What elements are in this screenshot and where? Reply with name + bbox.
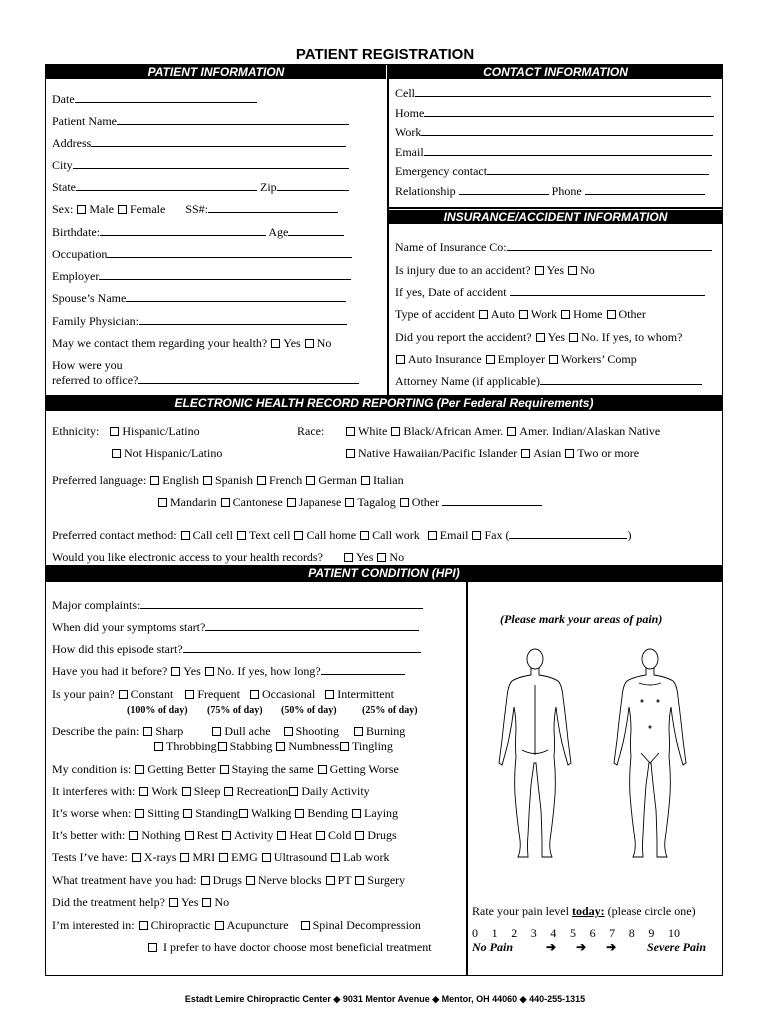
spouse-name-field[interactable]: Spouse’s Name [52, 291, 346, 305]
heat-checkbox[interactable] [277, 831, 286, 840]
pain-scale-option[interactable]: 2 [511, 926, 518, 940]
white-checkbox[interactable] [346, 427, 355, 436]
home-phone-field[interactable]: Home [395, 106, 714, 120]
nerve-blocks-checkbox[interactable] [246, 876, 255, 885]
before-yes-checkbox[interactable] [171, 667, 180, 676]
patient-name-field[interactable]: Patient Name [52, 114, 349, 128]
contact-info-header: CONTACT INFORMATION [389, 65, 722, 79]
shooting-checkbox[interactable] [284, 727, 293, 736]
interferes-recreation-checkbox[interactable] [224, 787, 233, 796]
activity-checkbox[interactable] [222, 831, 231, 840]
pain-scale-option[interactable]: 5 [569, 926, 576, 940]
email-contact-checkbox[interactable] [428, 531, 437, 540]
birthdate-age-field[interactable]: Birthdate: Age [52, 225, 344, 239]
body-back-diagram[interactable] [498, 645, 572, 863]
pain-scale-option[interactable]: 0 [472, 926, 478, 940]
interferes-work-checkbox[interactable] [139, 787, 148, 796]
ss-input[interactable] [208, 202, 338, 213]
workers-comp-checkbox[interactable] [549, 355, 558, 364]
state-zip-field[interactable]: State Zip [52, 180, 349, 194]
tingling-checkbox[interactable] [340, 742, 349, 751]
emergency-contact-field[interactable]: Emergency contact [395, 164, 709, 178]
other-language-checkbox[interactable] [400, 498, 409, 507]
how-long-input[interactable] [321, 664, 405, 675]
drugs-relief-checkbox[interactable] [355, 831, 364, 840]
interested-row: I’m interested in: Chiropractic Acupuncture Spinal Decompression [52, 918, 421, 932]
surgery-checkbox[interactable] [355, 876, 364, 885]
dull-checkbox[interactable] [212, 727, 221, 736]
describe-pain-row-2: Throbbing Stabbing Numbness Tingling [153, 739, 393, 753]
footer-address: Estadt Lemire Chiropractic Center ◆ 9031 Mentor Avenue ◆ Mentor, OH 44060 ◆ 440-255-1315 [184, 994, 586, 1004]
interferes-daily-checkbox[interactable] [289, 787, 298, 796]
mandarin-checkbox[interactable] [158, 498, 167, 507]
contact-no-checkbox[interactable] [305, 339, 314, 348]
bending-checkbox[interactable] [295, 809, 304, 818]
pain-frequency-row: Is your pain? Constant Frequent Occasional Intermittent [52, 687, 394, 701]
cantonese-checkbox[interactable] [221, 498, 230, 507]
access-no-checkbox[interactable] [377, 553, 386, 562]
spanish-checkbox[interactable] [203, 476, 212, 485]
doctor-choose-row: I prefer to have doctor choose most beneficial treatment [147, 940, 432, 954]
ethnicity-row: Ethnicity: Hispanic/Latino [52, 424, 200, 438]
german-checkbox[interactable] [306, 476, 315, 485]
employer-checkbox[interactable] [486, 355, 495, 364]
pain-scale-option[interactable]: 8 [628, 926, 635, 940]
black-checkbox[interactable] [391, 427, 400, 436]
reported-no-checkbox[interactable] [569, 333, 578, 342]
condition-divider [466, 582, 468, 976]
attorney-field[interactable]: Attorney Name (if applicable) [395, 374, 702, 388]
standing-checkbox[interactable] [183, 809, 192, 818]
worse-when-row: It’s worse when: Sitting Standing Walking Bending Laying [52, 806, 399, 820]
pt-checkbox[interactable] [326, 876, 335, 885]
contact-method-row: Preferred contact method: Call cell Text cell Call home Call work Email Fax ( ) [52, 528, 632, 542]
chiropractic-checkbox[interactable] [139, 921, 148, 930]
emg-checkbox[interactable] [219, 853, 228, 862]
lab-work-checkbox[interactable] [331, 853, 340, 862]
tagalog-checkbox[interactable] [345, 498, 354, 507]
condition-status-row: My condition is: Getting Better Staying the same Getting Worse [52, 762, 399, 776]
treatment-row: What treatment have you had: Drugs Nerve blocks PT Surgery [52, 873, 406, 887]
ehr-header: ELECTRONIC HEALTH RECORD REPORTING (Per Federal Requirements) [46, 395, 722, 411]
accident-type-row: Type of accident Auto Work Home Other [395, 307, 646, 321]
column-divider [387, 65, 389, 395]
sex-ss-field: Sex: Male Female SS#: [52, 202, 338, 216]
staying-same-checkbox[interactable] [220, 765, 229, 774]
rest-checkbox[interactable] [185, 831, 194, 840]
acupuncture-checkbox[interactable] [215, 921, 224, 930]
interferes-row: It interferes with: Work Sleep Recreation Daily Activity [52, 784, 370, 798]
insurance-company-field[interactable]: Name of Insurance Co: [395, 240, 712, 254]
accident-work-checkbox[interactable] [519, 310, 528, 319]
stabbing-checkbox[interactable] [218, 742, 227, 751]
had-before-row: Have you had it before? Yes No. If yes, how long? [52, 664, 405, 678]
accident-auto-checkbox[interactable] [479, 310, 488, 319]
electronic-access-row: Would you like electronic access to your health records? Yes No [52, 550, 405, 564]
english-checkbox[interactable] [150, 476, 159, 485]
call-home-checkbox[interactable] [294, 531, 303, 540]
severe-pain-label: Severe Pain [647, 940, 706, 954]
pain-scale-option[interactable]: 1 [491, 926, 498, 940]
contact-yes-checkbox[interactable] [271, 339, 280, 348]
contact-permission-row: May we contact them regarding your health? Yes No [52, 336, 332, 350]
access-yes-checkbox[interactable] [344, 553, 353, 562]
auto-insurance-checkbox[interactable] [396, 355, 405, 364]
page-title: PATIENT REGISTRATION [295, 46, 475, 63]
major-complaints-field[interactable]: Major complaints: [52, 598, 423, 612]
body-front-diagram[interactable] [613, 645, 687, 863]
contact-divider [388, 207, 722, 209]
pain-scale-option[interactable]: 4 [550, 926, 557, 940]
numbness-checkbox[interactable] [276, 742, 285, 751]
walking-checkbox[interactable] [239, 809, 248, 818]
french-checkbox[interactable] [257, 476, 266, 485]
injury-accident-row: Is injury due to an accident? Yes No [395, 263, 595, 277]
not-hispanic-checkbox[interactable] [112, 449, 121, 458]
injury-yes-checkbox[interactable] [535, 266, 544, 275]
ultrasound-checkbox[interactable] [262, 853, 271, 862]
hispanic-checkbox[interactable] [110, 427, 119, 436]
help-no-checkbox[interactable] [202, 898, 211, 907]
pain-rate-instruction: Rate your pain level today: (please circle one) [472, 904, 696, 918]
race-row-1: White Black/African Amer. Amer. Indian/Alaskan Native [345, 424, 660, 438]
pain-scale [472, 926, 684, 940]
occupation-field[interactable]: Occupation [52, 247, 352, 261]
cold-checkbox[interactable] [316, 831, 325, 840]
call-work-checkbox[interactable] [360, 531, 369, 540]
pct-50: (50% of day) [281, 705, 337, 716]
interferes-sleep-checkbox[interactable] [182, 787, 191, 796]
male-checkbox[interactable] [77, 205, 86, 214]
date-field[interactable]: Date [52, 92, 257, 106]
accident-home-checkbox[interactable] [561, 310, 570, 319]
help-yes-checkbox[interactable] [169, 898, 178, 907]
treatment-help-row: Did the treatment help? Yes No [52, 895, 230, 909]
referral-field[interactable]: referred to office? [52, 373, 359, 387]
italian-checkbox[interactable] [361, 476, 370, 485]
treatment-drugs-checkbox[interactable] [201, 876, 210, 885]
pain-scale-option[interactable]: 3 [530, 926, 537, 940]
arrow-right-icon: ➔ [546, 940, 557, 954]
language-row-2: Mandarin Cantonese Japanese Tagalog Other [157, 495, 542, 509]
not-hispanic-row: Not Hispanic/Latino [111, 446, 222, 460]
describe-pain-row-1: Describe the pain: Sharp Dull ache Shooting Burning [52, 724, 406, 738]
asian-checkbox[interactable] [521, 449, 530, 458]
cell-field[interactable]: Cell [395, 86, 711, 100]
episode-start-field[interactable]: How did this episode start? [52, 642, 421, 656]
reported-accident-row: Did you report the accident? Yes No. If yes, to whom? [395, 330, 683, 344]
before-no-checkbox[interactable] [205, 667, 214, 676]
throbbing-checkbox[interactable] [154, 742, 163, 751]
frequent-checkbox[interactable] [185, 690, 194, 699]
relationship-phone-field[interactable]: Relationship Phone [395, 184, 705, 198]
employer-field[interactable]: Employer [52, 269, 351, 283]
pain-scale-option[interactable]: 6 [589, 926, 596, 940]
text-cell-checkbox[interactable] [237, 531, 246, 540]
sitting-checkbox[interactable] [135, 809, 144, 818]
race-row-2: Native Hawaiian/Pacific Islander Asian Two or more [345, 446, 639, 460]
hawaiian-checkbox[interactable] [346, 449, 355, 458]
pct-75: (75% of day) [207, 705, 263, 716]
xrays-checkbox[interactable] [132, 853, 141, 862]
spinal-decompression-checkbox[interactable] [301, 921, 310, 930]
accident-date-field[interactable]: If yes, Date of accident [395, 285, 705, 299]
fax-input[interactable] [509, 528, 627, 539]
sharp-checkbox[interactable] [143, 727, 152, 736]
getting-worse-checkbox[interactable] [318, 765, 327, 774]
burning-checkbox[interactable] [354, 727, 363, 736]
fax-checkbox[interactable] [472, 531, 481, 540]
pain-scale-option[interactable]: 10 [667, 926, 680, 940]
race-label: Race: [297, 424, 325, 438]
symptoms-start-field[interactable]: When did your symptoms start? [52, 620, 419, 634]
no-pain-label: No Pain [472, 940, 514, 954]
pain-scale-option[interactable]: 7 [609, 926, 616, 940]
reported-to-row: Auto Insurance Employer Workers’ Comp [395, 352, 637, 366]
work-phone-field[interactable]: Work [395, 125, 713, 139]
nothing-checkbox[interactable] [129, 831, 138, 840]
arrow-right-icon: ➔ [576, 940, 587, 954]
pct-25: (25% of day) [362, 705, 418, 716]
address-field[interactable]: Address [52, 136, 346, 150]
condition-header: PATIENT CONDITION (HPI) [46, 565, 722, 582]
family-physician-field[interactable]: Family Physician: [52, 314, 347, 328]
two-or-more-checkbox[interactable] [565, 449, 574, 458]
language-row-1: Preferred language: English Spanish French German Italian [52, 473, 404, 487]
occasional-checkbox[interactable] [250, 690, 259, 699]
japanese-checkbox[interactable] [287, 498, 296, 507]
reported-yes-checkbox[interactable] [536, 333, 545, 342]
insurance-header: INSURANCE/ACCIDENT INFORMATION [389, 210, 722, 224]
constant-checkbox[interactable] [119, 690, 128, 699]
laying-checkbox[interactable] [352, 809, 361, 818]
injury-no-checkbox[interactable] [568, 266, 577, 275]
intermittent-checkbox[interactable] [325, 690, 334, 699]
call-cell-checkbox[interactable] [181, 531, 190, 540]
arrow-icons [546, 940, 616, 954]
doctor-choose-checkbox[interactable] [148, 943, 157, 952]
tests-row: Tests I’ve have: X-rays MRI EMG Ultrasound Lab work [52, 850, 390, 864]
email-field[interactable]: Email [395, 145, 712, 159]
other-language-input[interactable] [442, 495, 542, 506]
female-checkbox[interactable] [118, 205, 127, 214]
pain-scale-option[interactable]: 9 [648, 926, 655, 940]
getting-better-checkbox[interactable] [135, 765, 144, 774]
patient-info-header: PATIENT INFORMATION [46, 65, 386, 79]
better-with-row: It’s better with: Nothing Rest Activity Heat Cold Drugs [52, 828, 397, 842]
mri-checkbox[interactable] [180, 853, 189, 862]
accident-other-checkbox[interactable] [607, 310, 616, 319]
indian-checkbox[interactable] [507, 427, 516, 436]
arrow-right-icon: ➔ [606, 940, 617, 954]
city-field[interactable]: City [52, 158, 349, 172]
mark-pain-instruction: (Please mark your areas of pain) [500, 612, 663, 626]
pct-100: (100% of day) [127, 705, 188, 716]
referral-label: How were you [52, 358, 123, 372]
